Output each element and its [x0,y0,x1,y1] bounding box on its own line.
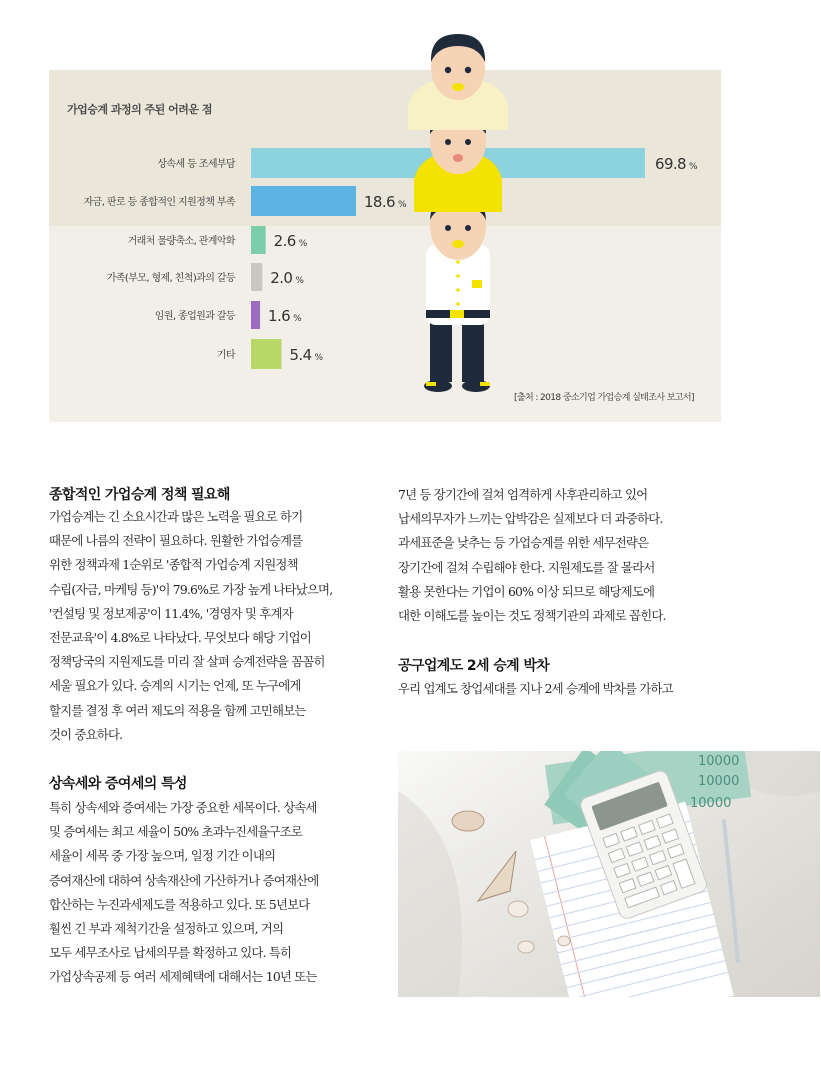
section3-line: 7년 등 장기간에 걸쳐 엄격하게 사후관리하고 있어 [398,487,648,502]
bar [251,301,260,329]
bar [251,226,266,254]
value-unit: % [397,200,406,210]
value-unit: % [689,162,697,172]
section1-line: 때문에 나름의 전략이 필요하다. 원활한 가업승계를 [49,533,303,549]
desk-photo [398,751,820,997]
section3-line: 장기간에 걸쳐 수립해야 한다. 지원제도를 잘 몰라서 [398,559,655,575]
section2-line: 세율이 세목 중 가장 높으며, 일정 기간 이내의 [49,848,276,864]
category-label: 임원, 종업원과 갈등 [154,311,235,322]
bar [251,339,281,369]
section4-line: 우리 업계도 창업세대를 지나 2세 승계에 박차를 가하고 [398,681,673,696]
chart-title: 가업승계 과정의 주된 어려운 점 [67,103,212,116]
section1-body [49,505,332,747]
category-label: 상속세 등 조세부담 [157,159,235,170]
section4-heading: 공구업계도 2세 승계 박차 [398,658,550,674]
value-label: 69.8 % [655,155,697,173]
svg-text:10000: 10000 [690,796,732,811]
section1-line: 가업승계는 긴 소요시간과 많은 노력을 필요로 하기 [49,509,303,524]
svg-text:10000: 10000 [698,774,740,789]
section3-line: 과세표준을 낮추는 등 가업승계를 위한 세무전략은 [398,535,649,551]
bar [251,186,356,216]
section1-line: 할지를 결정 후 여러 제도의 적용을 함께 고민해보는 [49,702,306,718]
chart-source: [출처 : 2018 중소기업 가업승계 실태조사 보고서] [514,393,694,403]
section2-line: 가업상속공제 등 여러 세제혜택에 대해서는 10년 또는 [49,969,317,985]
section3-body [398,483,666,628]
section1-line: '컨설팅 및 정보제공'이 11.4%, '경영자 및 후계자 [49,605,293,621]
value-label: 1.6 % [268,307,302,325]
section1-line: 전문교육'이 4.8%로 나타났다. 무엇보다 해당 기업이 [49,630,311,646]
stacked-men-illustration [397,30,520,400]
category-label: 가족(부모, 형제, 친척)과의 갈등 [106,273,235,284]
section2-line: 증여재산에 대하여 상속재산에 가산하거나 증여재산에 [49,872,319,888]
value-unit: % [293,314,302,324]
category-label: 거래처 물량축소, 관계악화 [127,236,235,247]
section1-line: 정책당국의 지원제도를 미리 잘 살펴 승계전략을 꼼꼼히 [49,654,325,670]
value-label: 2.6 % [273,232,307,250]
section3-line: 대한 이해도를 높이는 것도 정책기관의 과제로 꼽힌다. [398,608,666,624]
section2-line: 및 증여세는 최고 세율이 50% 초과누진세율구조로 [49,824,303,840]
value-label: 18.6 % [363,193,406,211]
category-label: 자금, 판로 등 종합적인 지원정책 부족 [83,197,235,208]
section2-line: 모두 세무조사로 납세의무를 확정하고 있다. 특히 [49,945,292,961]
bar [251,263,262,291]
value-label: 2.0 % [270,269,304,287]
section3-line: 납세의무자가 느끼는 압박감은 실제보다 더 과중하다. [398,511,663,527]
section1-line: 수립(자금, 마케팅 등)'이 79.6%로 가장 높게 나타났으며, [49,581,333,597]
value-unit: % [295,276,304,286]
svg-text:10000: 10000 [698,754,740,769]
section1-heading: 종합적인 가업승계 정책 필요해 [49,487,230,503]
value-unit: % [298,239,307,249]
section1-line: 것이 중요하다. [49,726,123,742]
section2-body [49,796,318,990]
section2-line: 특히 상속세와 증여세는 가장 중요한 세목이다. 상속세 [49,800,317,815]
value-label: 5.4 % [289,346,323,364]
section2-line: 훨씬 긴 부과 제척기간을 설정하고 있으며, 거의 [49,921,284,937]
category-label: 기타 [216,350,235,361]
section3-line: 활용 못한다는 기업이 60% 이상 되므로 해당제도에 [398,583,655,599]
section2-heading: 상속세와 증여세의 특성 [49,776,187,792]
section4-body [398,677,673,701]
section1-line: 세울 필요가 있다. 승계의 시기는 언제, 또 누구에게 [49,678,301,694]
value-unit: % [314,353,323,363]
section2-line: 합산하는 누진과세제도를 적용하고 있다. 또 5년보다 [49,896,310,912]
section1-line: 위한 정책과제 1순위로 '종합적 가업승계 지원정책 [49,557,298,573]
